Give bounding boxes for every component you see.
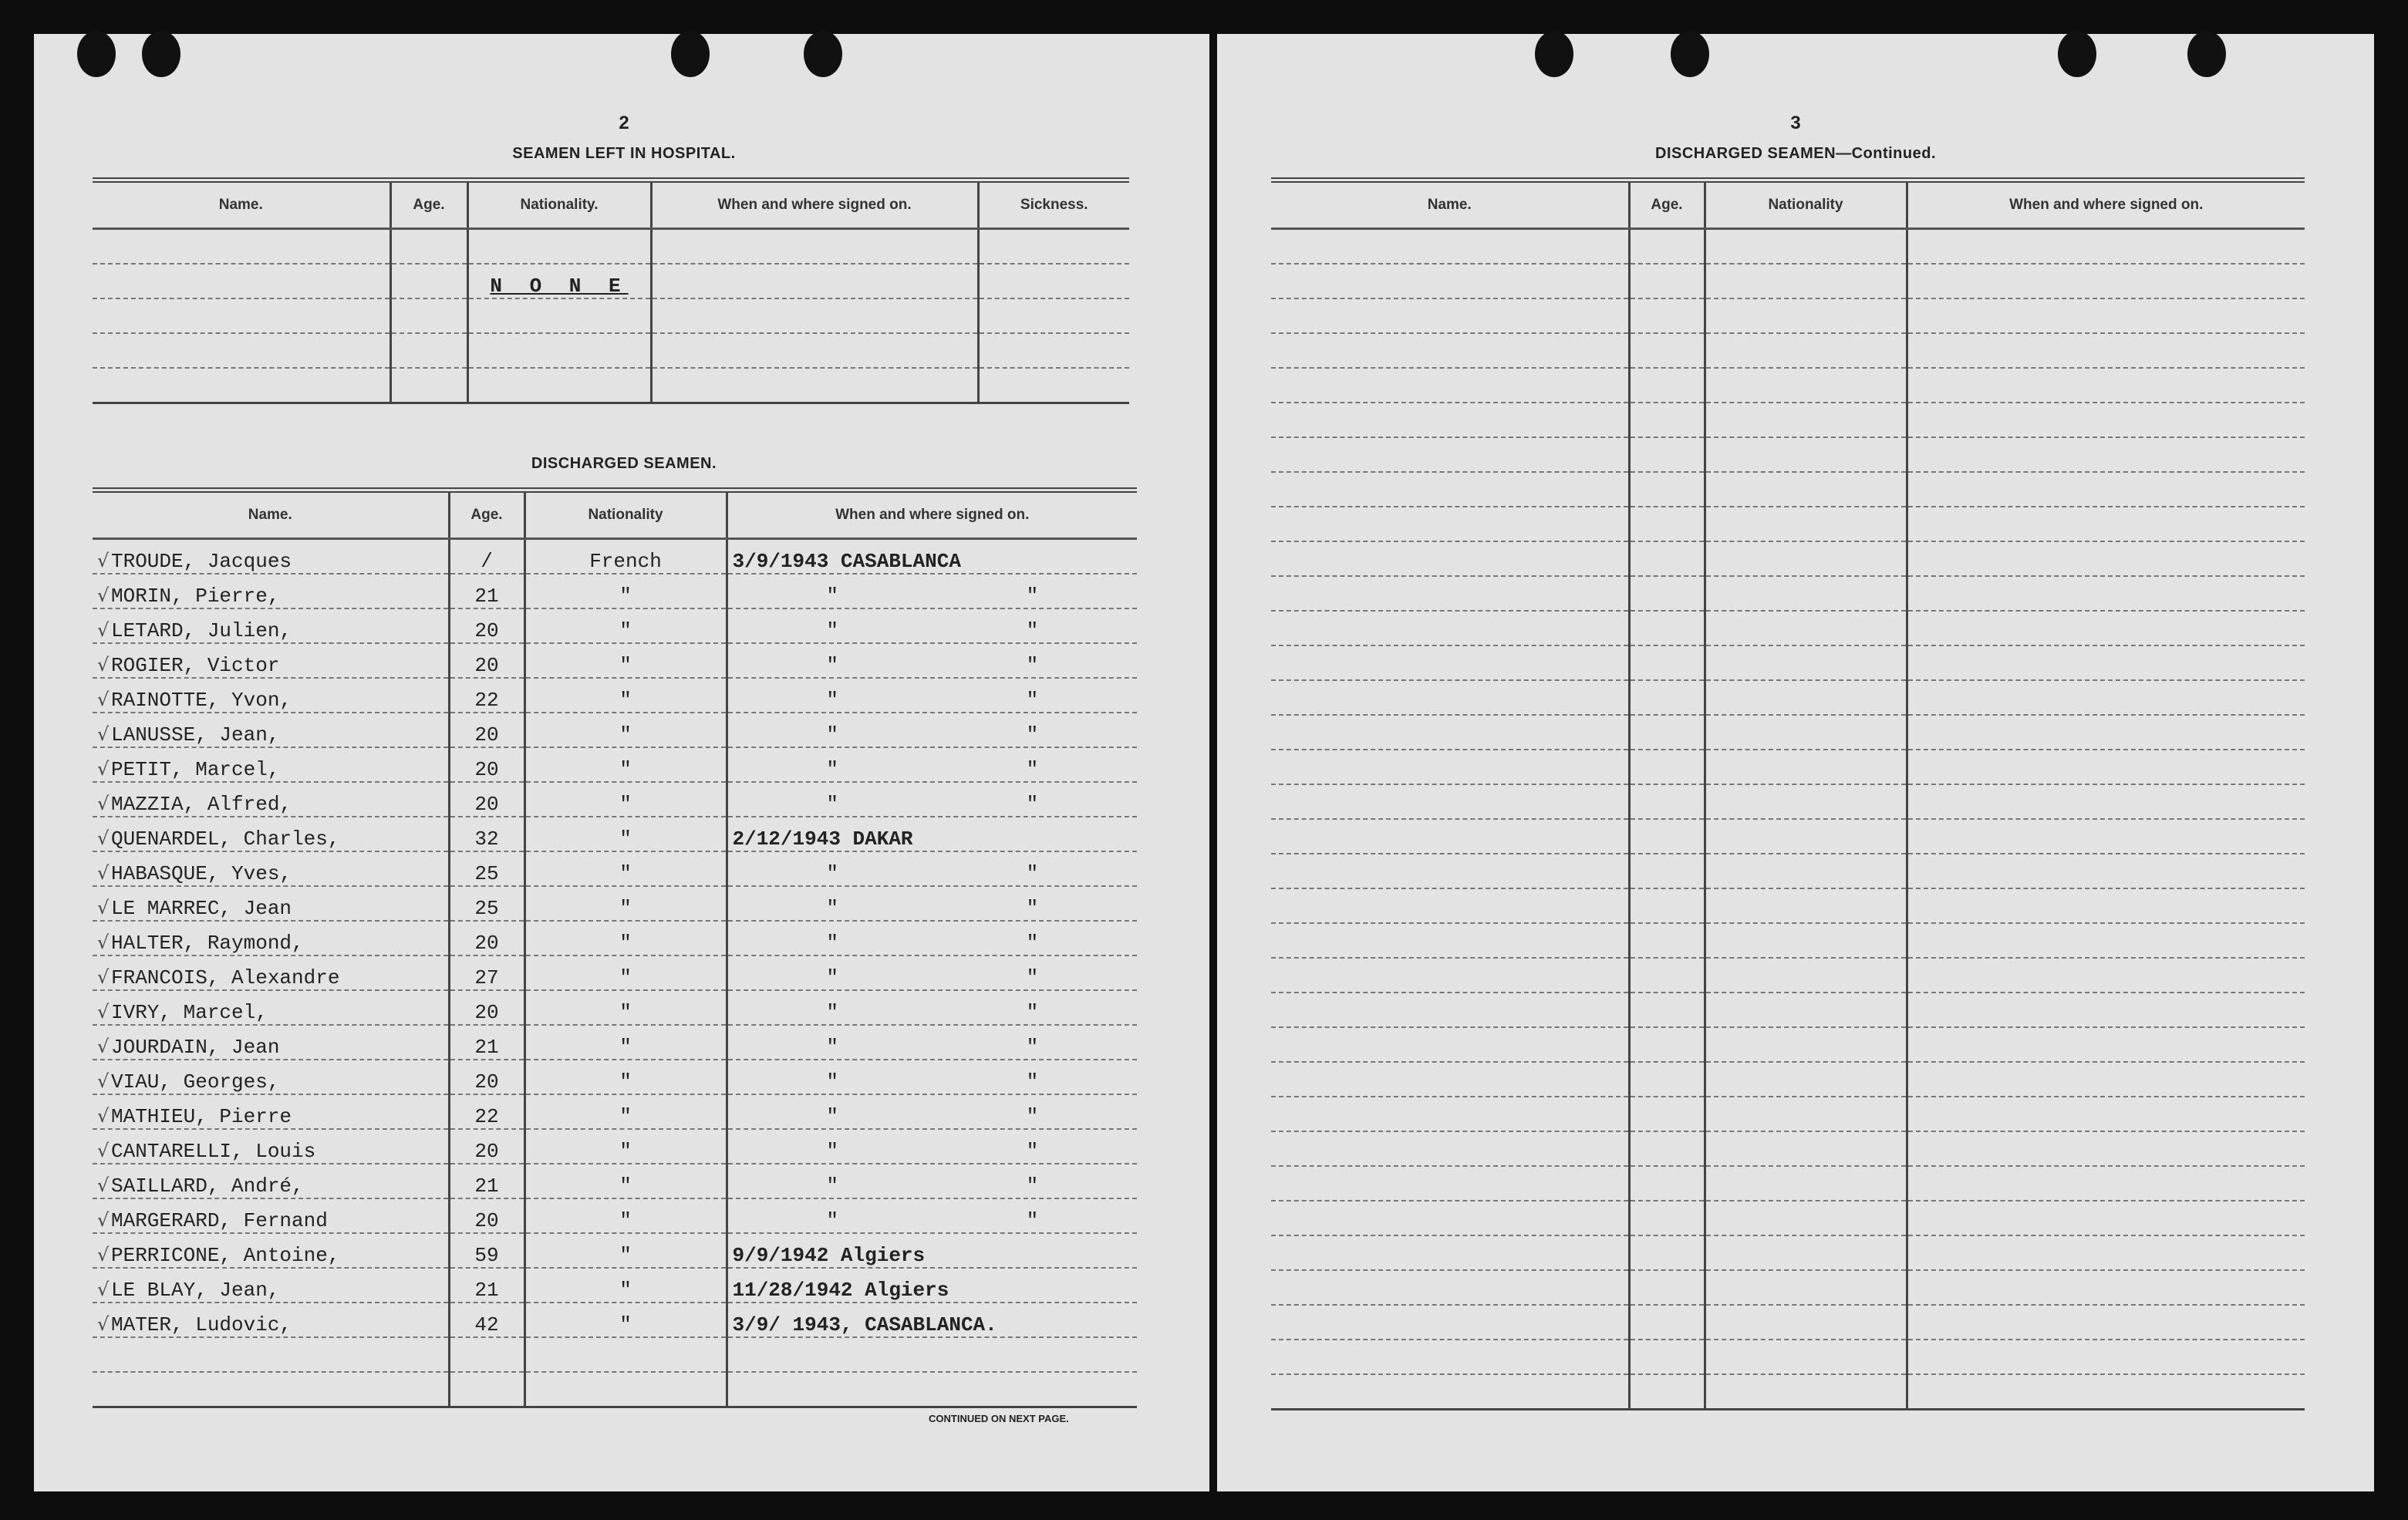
ditto-mark: " <box>1026 966 1039 989</box>
table-row <box>93 851 1137 886</box>
ditto-mark: " <box>826 723 838 747</box>
age-cell: 20 <box>449 1129 524 1164</box>
ditto-mark: " <box>826 758 838 781</box>
signed-on-cell <box>727 608 1137 643</box>
table-row <box>93 990 1137 1025</box>
col-nationality: Nationality. <box>467 180 651 229</box>
name-cell <box>93 886 449 921</box>
age-cell: 20 <box>449 921 524 955</box>
table-row <box>93 539 1137 575</box>
signed-on-cell <box>727 1129 1137 1164</box>
table-row <box>1271 541 2305 576</box>
name-cell <box>93 851 449 886</box>
name-cell <box>93 539 449 575</box>
ditto-mark: " <box>826 1001 838 1024</box>
table-row <box>1271 611 2305 645</box>
table-row <box>93 782 1137 817</box>
punch-hole <box>142 31 180 77</box>
signed-on-cell <box>727 1233 1137 1268</box>
ditto-mark: " <box>826 585 838 608</box>
ditto-mark: " <box>826 1175 838 1198</box>
ditto-mark: " <box>1026 897 1039 920</box>
ditto-mark: " <box>1026 1105 1039 1128</box>
seaman-name: FRANCOIS, Alexandre <box>111 966 340 989</box>
nationality-cell: " <box>524 713 727 747</box>
continued-note: CONTINUED ON NEXT PAGE. <box>929 1413 1069 1424</box>
seaman-name: HALTER, Raymond, <box>111 932 304 955</box>
ditto-mark: " <box>1026 932 1039 955</box>
signed-on-cell <box>727 851 1137 886</box>
check-mark-icon: √ <box>97 585 110 606</box>
signed-on-cell <box>727 955 1137 990</box>
name-cell <box>93 1268 449 1303</box>
table-row <box>93 1337 1137 1372</box>
signed-on-cell <box>727 921 1137 955</box>
ditto-mark: " <box>1026 1140 1039 1163</box>
nationality-cell: " <box>524 990 727 1025</box>
table-row <box>93 574 1137 608</box>
nationality-cell: " <box>524 1060 727 1094</box>
signed-on-cell <box>727 643 1137 678</box>
seaman-name: PERRICONE, Antoine, <box>111 1244 340 1267</box>
ditto-mark: " <box>826 619 838 642</box>
signed-on-cell <box>727 539 1137 575</box>
table-row <box>93 643 1137 678</box>
table-row <box>1271 403 2305 437</box>
table-row <box>93 955 1137 990</box>
table-row <box>1271 229 2305 265</box>
seaman-name: MARGERARD, Fernand <box>111 1209 328 1232</box>
signed-on-cell <box>727 1164 1137 1198</box>
left-page <box>34 34 1209 1491</box>
table-row <box>1271 1027 2305 1062</box>
name-cell <box>93 1129 449 1164</box>
seaman-name: HABASQUE, Yves, <box>111 862 292 885</box>
signed-on-cell <box>727 886 1137 921</box>
table-row <box>1271 1131 2305 1166</box>
table-row <box>93 886 1137 921</box>
nationality-cell: " <box>524 955 727 990</box>
check-mark-icon: √ <box>97 1279 110 1300</box>
check-mark-icon: √ <box>97 1070 110 1092</box>
table-row <box>93 1129 1137 1164</box>
name-cell <box>93 1025 449 1060</box>
seaman-name: ROGIER, Victor <box>111 654 280 677</box>
page-number: 3 <box>1790 113 1801 133</box>
seaman-name: CANTARELLI, Louis <box>111 1140 316 1163</box>
ditto-mark: " <box>1026 1070 1039 1094</box>
signed-on-cell <box>727 990 1137 1025</box>
discharged-section-title: DISCHARGED SEAMEN. <box>531 455 717 472</box>
age-cell: 27 <box>449 955 524 990</box>
seaman-name: LANUSSE, Jean, <box>111 723 280 747</box>
signed-on-cell <box>727 713 1137 747</box>
signed-on-cell <box>727 1060 1137 1094</box>
table-row <box>1271 507 2305 541</box>
check-mark-icon: √ <box>97 1105 110 1127</box>
ditto-mark: " <box>826 654 838 677</box>
check-mark-icon: √ <box>97 1209 110 1231</box>
check-mark-icon: √ <box>97 1140 110 1161</box>
age-cell: 20 <box>449 643 524 678</box>
name-cell <box>93 1060 449 1094</box>
ditto-mark: " <box>1026 723 1039 747</box>
ditto-mark: " <box>826 689 838 712</box>
table-row <box>93 678 1137 713</box>
hospital-section-title: SEAMEN LEFT IN HOSPITAL. <box>512 145 736 162</box>
nationality-cell: " <box>524 608 727 643</box>
hospital-table <box>93 177 1129 404</box>
page-number: 2 <box>619 113 629 133</box>
ditto-mark: " <box>1026 1209 1039 1232</box>
ditto-mark: " <box>826 897 838 920</box>
age-cell: 25 <box>449 851 524 886</box>
seaman-name: RAINOTTE, Yvon, <box>111 689 292 712</box>
age-cell: 20 <box>449 990 524 1025</box>
signed-on-cell <box>727 782 1137 817</box>
table-row <box>93 1198 1137 1233</box>
seaman-name: MATER, Ludovic, <box>111 1313 292 1336</box>
name-cell <box>93 643 449 678</box>
signed-on-cell <box>727 747 1137 782</box>
table-row <box>93 817 1137 851</box>
signed-on-cell <box>727 1268 1137 1303</box>
table-row <box>93 921 1137 955</box>
signed-on-entry: 3/9/ 1943, CASABLANCA. <box>732 1313 997 1336</box>
table-row <box>1271 264 2305 298</box>
nationality-cell: " <box>524 1129 727 1164</box>
check-mark-icon: √ <box>97 1175 110 1196</box>
signed-on-cell <box>727 678 1137 713</box>
age-cell: 20 <box>449 1198 524 1233</box>
table-row <box>1271 854 2305 888</box>
nationality-cell: " <box>524 1094 727 1129</box>
age-cell: 25 <box>449 886 524 921</box>
col-signed-on: When and where signed on. <box>727 490 1137 539</box>
check-mark-icon: √ <box>97 1244 110 1266</box>
check-mark-icon: √ <box>97 550 110 571</box>
table-row <box>1271 923 2305 958</box>
table-row <box>1271 750 2305 784</box>
ditto-mark: " <box>826 1105 838 1128</box>
table-row <box>93 747 1137 782</box>
ditto-mark: " <box>826 1036 838 1059</box>
check-mark-icon: √ <box>97 966 110 988</box>
table-row <box>1271 1097 2305 1131</box>
name-cell <box>93 817 449 851</box>
seaman-name: QUENARDEL, Charles, <box>111 827 340 851</box>
nationality-cell: " <box>524 1303 727 1337</box>
age-cell: 20 <box>449 782 524 817</box>
age-cell: 32 <box>449 817 524 851</box>
ditto-mark: " <box>826 862 838 885</box>
signed-on-entry: 11/28/1942 Algiers <box>732 1279 949 1302</box>
nationality-cell: " <box>524 886 727 921</box>
nationality-cell: " <box>524 678 727 713</box>
table-row <box>1271 1374 2305 1410</box>
table-row <box>93 1060 1137 1094</box>
table-row <box>1271 784 2305 819</box>
table-row <box>93 1025 1137 1060</box>
nationality-cell: " <box>524 747 727 782</box>
table-row <box>93 1268 1137 1303</box>
name-cell <box>93 1164 449 1198</box>
age-cell: 21 <box>449 574 524 608</box>
check-mark-icon: √ <box>97 1036 110 1057</box>
seaman-name: SAILLARD, André, <box>111 1175 304 1198</box>
check-mark-icon: √ <box>97 1001 110 1023</box>
nationality-cell: " <box>524 921 727 955</box>
discharged-seamen-continued-table <box>1271 177 2305 1410</box>
table-row <box>93 1094 1137 1129</box>
table-row <box>1271 715 2305 750</box>
check-mark-icon: √ <box>97 758 110 780</box>
col-signed-on: When and where signed on. <box>651 180 978 229</box>
name-cell <box>93 747 449 782</box>
table-row <box>93 1233 1137 1268</box>
seaman-name: MORIN, Pierre, <box>111 585 280 608</box>
nationality-cell: " <box>524 817 727 851</box>
ditto-mark: " <box>1026 619 1039 642</box>
check-mark-icon: √ <box>97 862 110 884</box>
signed-on-cell <box>727 1094 1137 1129</box>
age-cell: 22 <box>449 1094 524 1129</box>
name-cell <box>93 574 449 608</box>
page-title: DISCHARGED SEAMEN—Continued. <box>1655 145 1936 162</box>
table-row <box>93 608 1137 643</box>
seaman-name: LE BLAY, Jean, <box>111 1279 280 1302</box>
signed-on-cell <box>727 817 1137 851</box>
name-cell <box>93 713 449 747</box>
check-mark-icon: √ <box>97 932 110 953</box>
ditto-mark: " <box>826 966 838 989</box>
check-mark-icon: √ <box>97 723 110 745</box>
name-cell <box>93 921 449 955</box>
seaman-name: VIAU, Georges, <box>111 1070 280 1094</box>
punch-hole <box>1535 31 1573 77</box>
seaman-name: LETARD, Julien, <box>111 619 292 642</box>
punch-hole <box>1671 31 1709 77</box>
right-page <box>1217 34 2374 1491</box>
ditto-mark: " <box>826 1070 838 1094</box>
age-cell: 20 <box>449 713 524 747</box>
ditto-mark: " <box>1026 793 1039 816</box>
check-mark-icon: √ <box>97 1313 110 1335</box>
nationality-cell: French <box>524 539 727 575</box>
name-cell <box>93 990 449 1025</box>
age-cell: / <box>449 539 524 575</box>
age-cell: 22 <box>449 678 524 713</box>
name-cell <box>93 782 449 817</box>
check-mark-icon: √ <box>97 793 110 814</box>
name-cell <box>93 1094 449 1129</box>
table-row <box>1271 333 2305 368</box>
table-row <box>1271 888 2305 923</box>
ditto-mark: " <box>1026 1175 1039 1198</box>
table-row <box>1271 1166 2305 1201</box>
table-row <box>1271 1235 2305 1270</box>
check-mark-icon: √ <box>97 897 110 918</box>
signed-on-cell <box>727 1025 1137 1060</box>
nationality-cell: " <box>524 1268 727 1303</box>
age-cell: 20 <box>449 1060 524 1094</box>
nationality-cell: " <box>524 1233 727 1268</box>
col-nationality: Nationality <box>1705 180 1907 229</box>
discharged-seamen-table <box>93 487 1137 1408</box>
punch-hole <box>2187 31 2226 77</box>
table-row <box>1271 958 2305 993</box>
seaman-name: LE MARREC, Jean <box>111 897 292 920</box>
table-row <box>1271 1270 2305 1305</box>
nationality-cell: " <box>524 1198 727 1233</box>
col-name: Name. <box>93 180 390 229</box>
signed-on-cell <box>727 1303 1137 1337</box>
age-cell: 42 <box>449 1303 524 1337</box>
signed-on-entry: 9/9/1942 Algiers <box>732 1244 926 1267</box>
table-row <box>93 1303 1137 1337</box>
ditto-mark: " <box>826 1140 838 1163</box>
col-age: Age. <box>390 180 467 229</box>
table-row <box>1271 576 2305 611</box>
name-cell <box>93 608 449 643</box>
signed-on-entry: 3/9/1943 CASABLANCA <box>732 550 961 573</box>
name-cell <box>93 1198 449 1233</box>
check-mark-icon: √ <box>97 827 110 849</box>
nationality-cell: " <box>524 574 727 608</box>
punch-hole <box>2058 31 2096 77</box>
seaman-name: MAZZIA, Alfred, <box>111 793 292 816</box>
none-stamp: N O N E <box>490 275 629 298</box>
seaman-name: JOURDAIN, Jean <box>111 1036 280 1059</box>
name-cell <box>93 1233 449 1268</box>
table-row <box>93 713 1137 747</box>
nationality-cell: " <box>524 643 727 678</box>
ditto-mark: " <box>826 793 838 816</box>
punch-hole <box>77 31 116 77</box>
ditto-mark: " <box>1026 689 1039 712</box>
table-row <box>1271 472 2305 507</box>
seaman-name: MATHIEU, Pierre <box>111 1105 292 1128</box>
punch-hole <box>671 31 710 77</box>
table-row <box>1271 368 2305 403</box>
nationality-cell: " <box>524 782 727 817</box>
table-row <box>1271 437 2305 472</box>
seaman-name: PETIT, Marcel, <box>111 758 280 781</box>
nationality-cell: " <box>524 1164 727 1198</box>
age-cell: 20 <box>449 747 524 782</box>
table-row <box>93 1372 1137 1407</box>
age-cell: 21 <box>449 1025 524 1060</box>
punch-hole <box>804 31 842 77</box>
signed-on-cell <box>727 574 1137 608</box>
ditto-mark: " <box>1026 1001 1039 1024</box>
seaman-name: IVRY, Marcel, <box>111 1001 268 1024</box>
col-nationality: Nationality <box>524 490 727 539</box>
ditto-mark: " <box>1026 654 1039 677</box>
ditto-mark: " <box>826 1209 838 1232</box>
seaman-name: TROUDE, Jacques <box>111 550 292 573</box>
table-row <box>1271 1305 2305 1340</box>
ditto-mark: " <box>1026 585 1039 608</box>
col-age: Age. <box>449 490 524 539</box>
col-name: Name. <box>1271 180 1629 229</box>
table-row <box>1271 819 2305 854</box>
check-mark-icon: √ <box>97 654 110 676</box>
name-cell <box>93 1303 449 1337</box>
col-sickness: Sickness. <box>978 180 1129 229</box>
age-cell: 21 <box>449 1268 524 1303</box>
nationality-cell: " <box>524 1025 727 1060</box>
table-row <box>93 1164 1137 1198</box>
col-age: Age. <box>1629 180 1705 229</box>
col-signed-on: When and where signed on. <box>1907 180 2305 229</box>
name-cell <box>93 955 449 990</box>
signed-on-cell <box>727 1198 1137 1233</box>
table-row <box>1271 1062 2305 1097</box>
table-row <box>1271 1201 2305 1235</box>
check-mark-icon: √ <box>97 619 110 641</box>
check-mark-icon: √ <box>97 689 110 710</box>
table-row <box>1271 680 2305 715</box>
table-row <box>1271 645 2305 680</box>
ditto-mark: " <box>1026 862 1039 885</box>
ditto-mark: " <box>826 932 838 955</box>
nationality-cell: " <box>524 851 727 886</box>
signed-on-entry: 2/12/1943 DAKAR <box>732 827 913 851</box>
ditto-mark: " <box>1026 758 1039 781</box>
table-row <box>1271 1340 2305 1374</box>
age-cell: 20 <box>449 608 524 643</box>
name-cell <box>93 678 449 713</box>
table-row <box>1271 993 2305 1027</box>
ditto-mark: " <box>1026 1036 1039 1059</box>
age-cell: 21 <box>449 1164 524 1198</box>
age-cell: 59 <box>449 1233 524 1268</box>
col-name: Name. <box>93 490 449 539</box>
table-row <box>1271 298 2305 333</box>
